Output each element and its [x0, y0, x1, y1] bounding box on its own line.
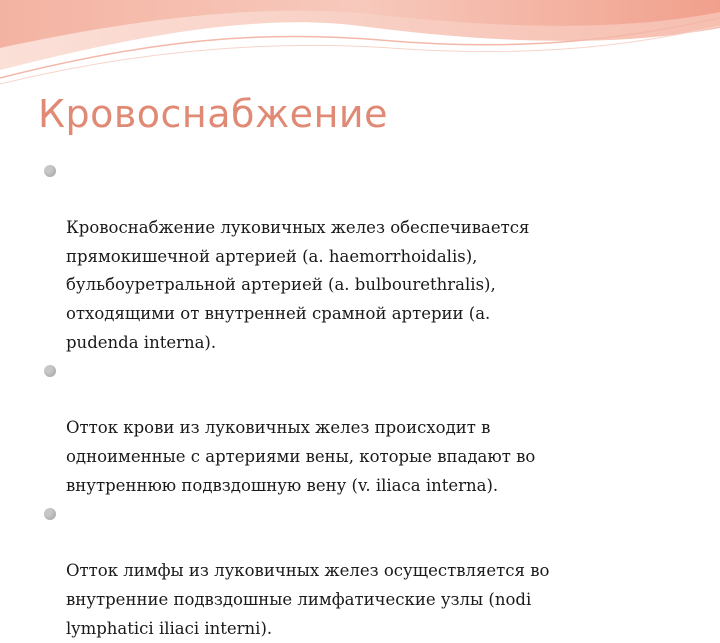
bullet-dot-icon	[44, 508, 56, 520]
decorative-wave-banner	[0, 0, 720, 90]
bullet-item-venous-drainage	[44, 357, 694, 500]
bullet-text: Кровоснабжение луковичных желез обеспечивается прямокишечной артерией (a. haemorrhoidalis), бульбоуретральной артерией (a. bulbourethralis), отходящими от внутренней срамной артерии (a. pudenda interna).	[66, 218, 530, 352]
bullet-list	[44, 157, 694, 643]
bullet-item-blood-supply	[44, 157, 694, 357]
bullet-text: Отток лимфы из луковичных желез осуществляется во внутренние подвздошные лимфатические узлы (nodi lymphatici iliaci interni).	[66, 561, 550, 638]
bullet-dot-icon	[44, 165, 56, 177]
bullet-item-lymph-drainage	[44, 500, 694, 643]
bullet-dot-icon	[44, 365, 56, 377]
bullet-text: Отток крови из луковичных желез происходит в одноименные с артериями вены, которые впадают во внутреннюю подвздошную вену (v. iliaca interna).	[66, 418, 536, 495]
slide-title: Кровоснабжение	[38, 92, 388, 136]
